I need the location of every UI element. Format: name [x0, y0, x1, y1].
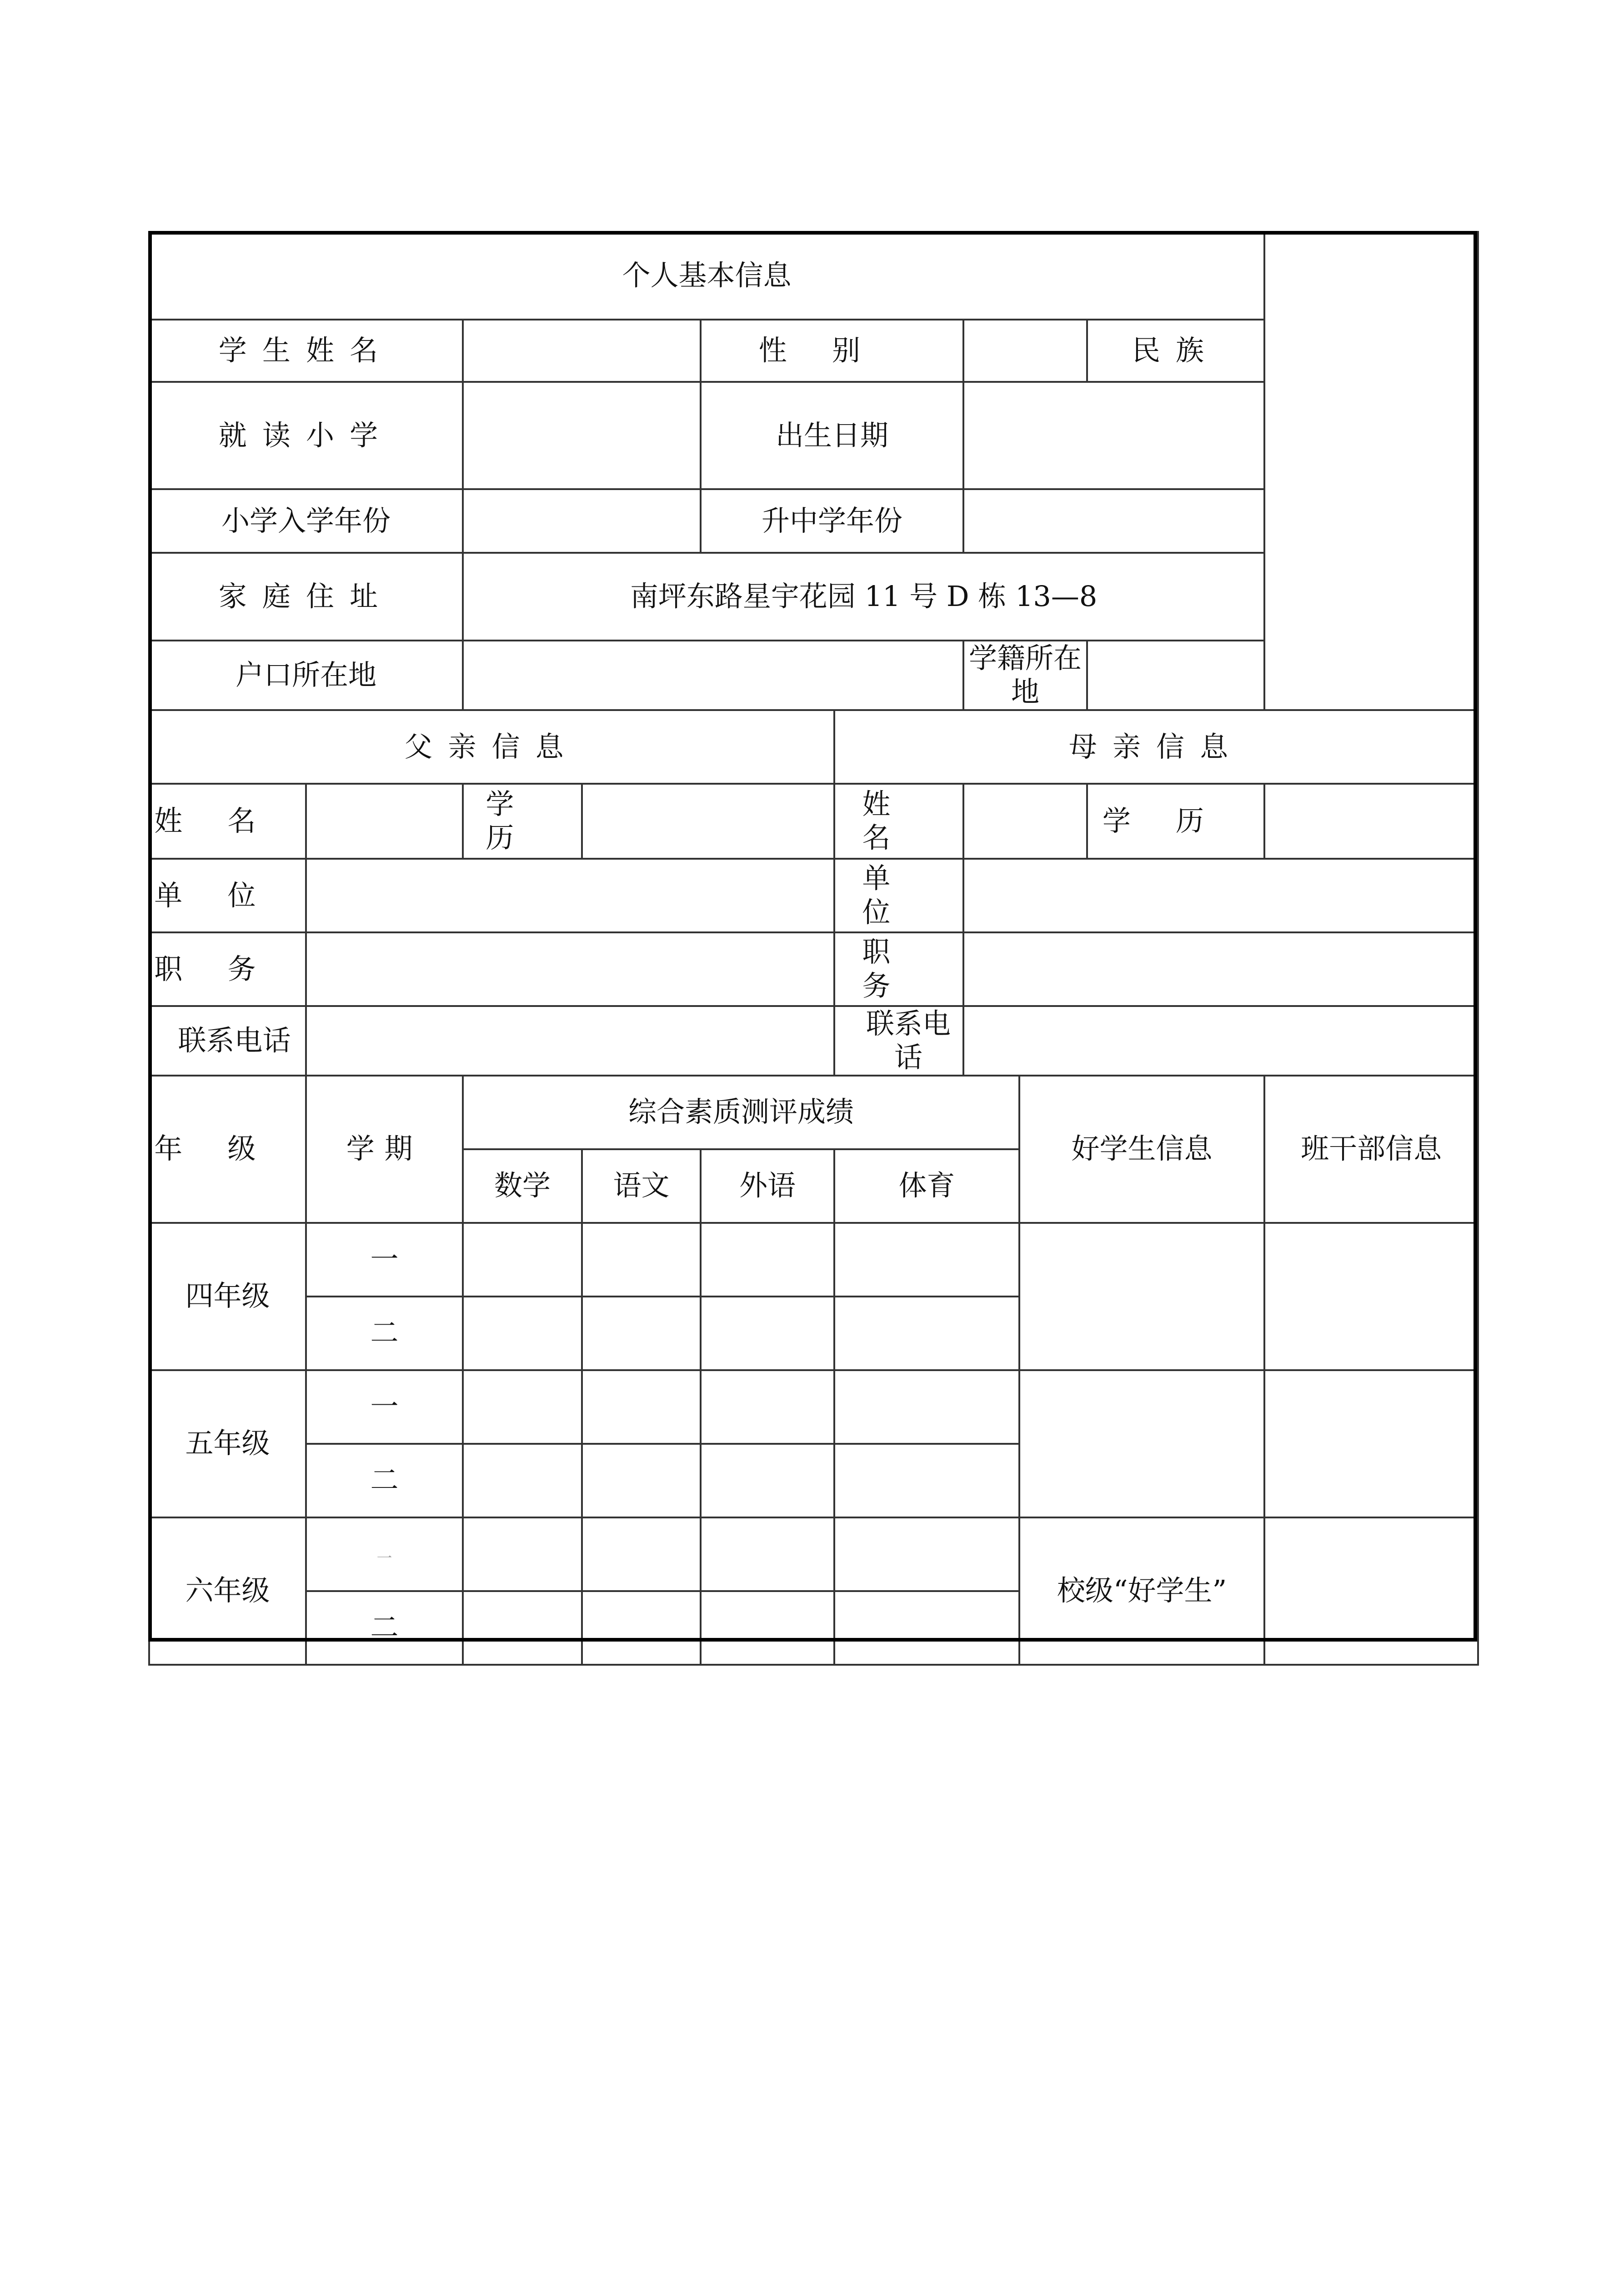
mother-employer-label: 单位 [834, 859, 963, 932]
home-address-value[interactable]: 南坪东路星宇花园 11 号 D 栋 13—8 [463, 553, 1264, 641]
father-section-title: 父亲信息 [149, 710, 834, 784]
grade-header: 年级 [149, 1076, 306, 1223]
grade-5-term-1: 一 [306, 1370, 463, 1444]
mother-phone-label: 联系电话 [834, 1006, 963, 1076]
grade-4-term-2: 二 [306, 1297, 463, 1370]
subject-pe-header: 体育 [834, 1149, 1019, 1223]
household-reg-label: 户口所在地 [149, 641, 463, 710]
mother-section-title: 母亲信息 [834, 710, 1478, 784]
primary-school-label: 就读小学 [149, 382, 463, 489]
grade-6-label: 六年级 [149, 1517, 306, 1665]
gender-label: 性别 [701, 320, 963, 382]
student-name-label: 学生姓名 [149, 320, 463, 382]
subject-foreign-header: 外语 [701, 1149, 834, 1223]
middle-entry-year-label: 升中学年份 [701, 489, 963, 553]
mother-name-label: 姓名 [834, 784, 963, 859]
primary-entry-year-label: 小学入学年份 [149, 489, 463, 553]
scores-header: 综合素质测评成绩 [463, 1076, 1019, 1149]
grade-5-term-2: 二 [306, 1444, 463, 1517]
grade-5-label: 五年级 [149, 1370, 306, 1517]
father-employer-label: 单位 [149, 859, 306, 932]
grade-6-term-1: 一 [306, 1517, 463, 1591]
home-address-label: 家庭住址 [149, 553, 463, 641]
school-reg-label: 学籍所在地 [963, 641, 1087, 710]
grade-4-label: 四年级 [149, 1223, 306, 1370]
subject-math-header: 数学 [463, 1149, 582, 1223]
section-basic-title: 个人基本信息 [149, 232, 1264, 320]
father-phone-label: 联系电话 [149, 1006, 306, 1076]
form-outer-border [148, 231, 1477, 1642]
father-name-label: 姓名 [149, 784, 306, 859]
subject-chinese-header: 语文 [582, 1149, 701, 1223]
grade-6-term-2: 二 [306, 1591, 463, 1665]
grade-6-good-student[interactable]: 校级“好学生” [1019, 1517, 1264, 1665]
ethnicity-label: 民族 [1087, 320, 1264, 382]
good-student-header: 好学生信息 [1019, 1076, 1264, 1223]
grade-4-term-1: 一 [306, 1223, 463, 1297]
mother-education-label: 学历 [1087, 784, 1264, 859]
mother-position-label: 职务 [834, 932, 963, 1006]
class-cadre-header: 班干部信息 [1264, 1076, 1478, 1223]
term-header: 学期 [306, 1076, 463, 1223]
father-position-label: 职务 [149, 932, 306, 1006]
father-education-label: 学历 [463, 784, 582, 859]
birth-date-label: 出生日期 [701, 382, 963, 489]
